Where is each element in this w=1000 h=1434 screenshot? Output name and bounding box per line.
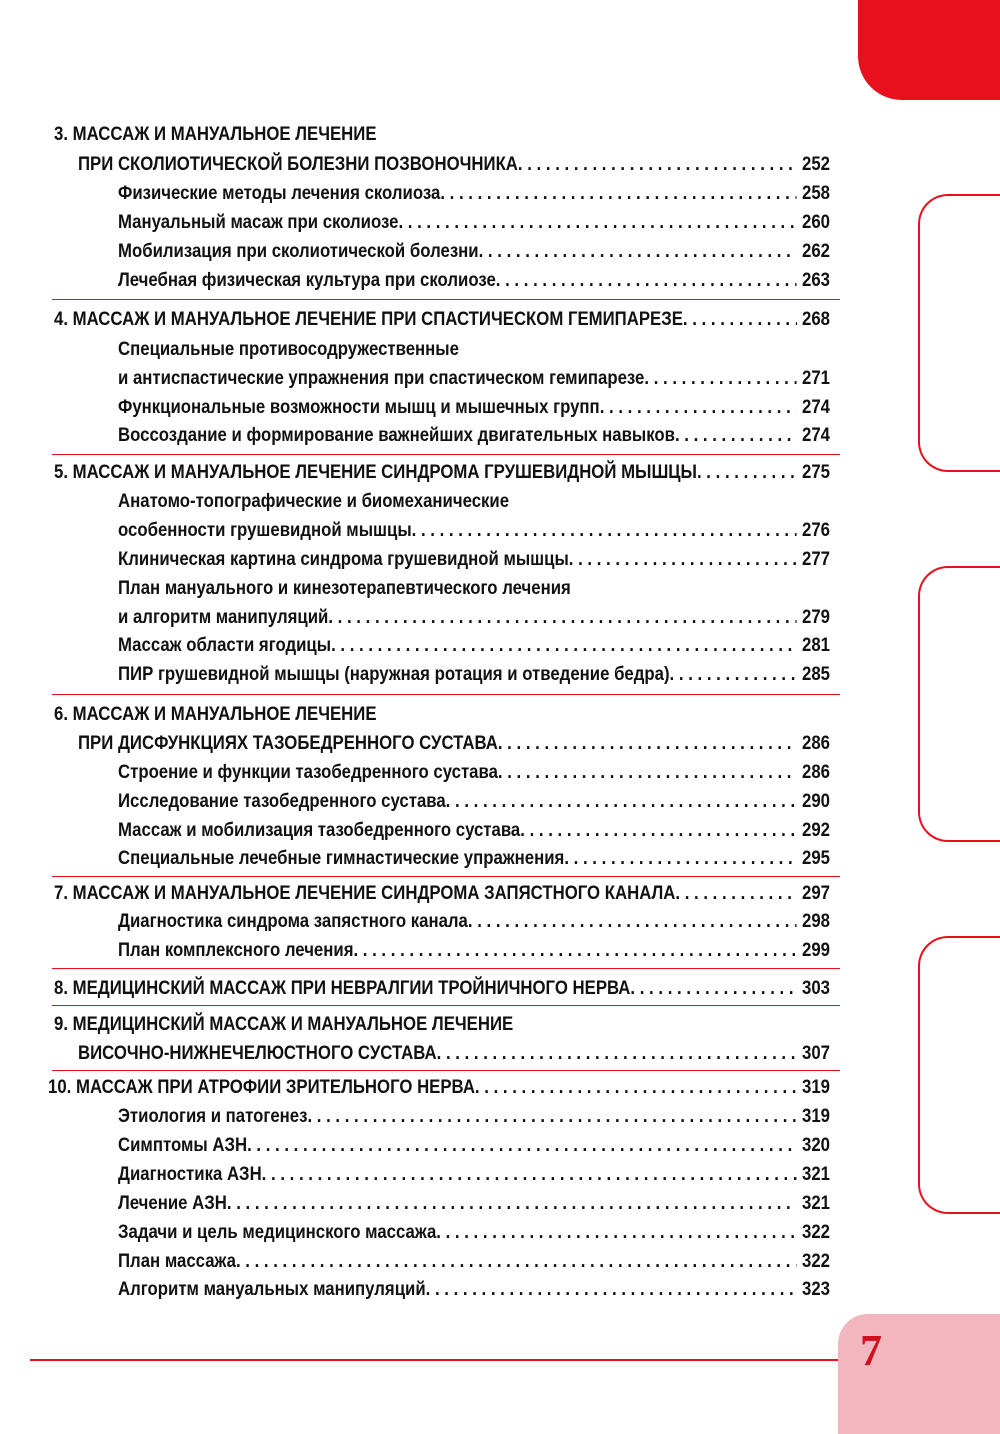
toc-entry-text: Симптомы АЗН [118,1134,248,1156]
dot-leader [247,1131,797,1159]
toc-entry-line1: План мануального и кинезотерапевтического лечения [118,577,571,599]
toc-entry[interactable] [118,1160,830,1188]
dot-leader [262,1160,797,1188]
toc-entry-page: 319 [802,1105,830,1127]
dot-leader [426,1275,797,1303]
dot-leader [630,974,796,1002]
toc-entry-text: Этиология и патогенез [118,1105,308,1127]
toc-entry-page: 271 [802,367,830,389]
toc-entry[interactable] [118,1275,830,1303]
dot-leader [675,879,796,907]
dot-leader [518,150,797,178]
toc-entry-text: Специальные лечебные гимнастические упражнения [118,847,565,869]
toc-entry-line1: Специальные противосодружественные [118,338,459,360]
toc-entry-text: и антиспастические упражнения при спастическом гемипарезе [118,367,645,389]
section-8-page: 303 [801,977,830,999]
section-divider [52,694,840,695]
section-10-page: 319 [802,1076,830,1098]
section-10-heading[interactable] [48,1073,830,1101]
toc-entry-text: Функциональные возможности мышц и мышечных групп [118,396,600,418]
toc-entry-page: 321 [802,1163,830,1185]
section-9-page: 307 [801,1042,830,1064]
toc-entry-line1: Анатомо-топографические и биомеханические [118,490,510,512]
toc-entry[interactable] [118,421,830,449]
dot-leader [437,1039,797,1067]
section-10-heading-text: 10. МАССАЖ ПРИ АТРОФИИ ЗРИТЕЛЬНОГО НЕРВА [48,1076,475,1098]
toc-entry[interactable] [118,787,830,815]
toc-entry-text: Строение и функции тазобедренного сустава [118,761,498,783]
toc-entry-page: 285 [802,663,830,685]
toc-entry-text: Массаж и мобилизация тазобедренного сустава [118,819,521,841]
toc-entry-text: План массажа [118,1250,236,1272]
section-3-heading[interactable] [78,150,830,178]
section-5-page: 275 [801,461,830,483]
section-6-page: 286 [801,732,830,754]
section-divider [52,299,840,300]
toc-entry-page: 277 [802,548,830,570]
section-9-heading-text: ВИСОЧНО-НИЖНЕЧЕЛЮСТНОГО СУСТАВА [78,1042,437,1064]
toc-entry[interactable] [118,179,830,207]
dot-leader [697,458,797,486]
section-3-heading-line1: 3. МАССАЖ И МАНУАЛЬНОЕ ЛЕЧЕНИЕ [54,123,377,145]
dot-leader [436,1218,797,1246]
toc-entry-text: Алгоритм мануальных манипуляций [118,1278,426,1300]
toc-entry-text: План комплексного лечения [118,939,354,961]
toc-entry-text: Задачи и цель медицинского массажа [118,1221,437,1243]
dot-leader [496,266,797,294]
dot-leader [564,844,796,872]
toc-entry-page: 263 [802,269,830,291]
toc-entry-page: 290 [802,790,830,812]
dot-leader [446,787,797,815]
toc-entry[interactable] [118,936,830,964]
toc-entry-page: 295 [802,847,830,869]
toc-entry[interactable] [118,907,830,935]
section-6-heading[interactable] [78,729,830,757]
section-3-page: 252 [801,153,830,175]
toc-entry-text: Мобилизация при сколиотической болезни [118,240,479,262]
dot-leader [479,237,797,265]
section-4-page: 268 [801,308,830,330]
toc-entry[interactable] [118,1247,830,1275]
toc-entry[interactable] [118,758,830,786]
dot-leader [675,421,797,449]
toc-entry[interactable] [118,1131,830,1159]
toc-entry[interactable] [118,1102,830,1130]
toc-entry-text: Диагностика синдрома запястного канала [118,910,468,932]
toc-entry-text: Физические методы лечения сколиоза [118,182,441,204]
toc-entry-page: 321 [802,1192,830,1214]
dot-leader [307,1102,796,1130]
section-8-heading[interactable] [54,974,830,1002]
toc-entry-page: 274 [802,396,830,418]
section-divider [52,876,840,877]
toc-entry-page: 320 [802,1134,830,1156]
dot-leader [600,393,797,421]
section-7-heading-text: 7. МАССАЖ И МАНУАЛЬНОЕ ЛЕЧЕНИЕ СИНДРОМА ЗАПЯСТНОГО КАНАЛА [54,882,676,904]
section-6-heading-line1: 6. МАССАЖ И МАНУАЛЬНОЕ ЛЕЧЕНИЕ [54,703,377,725]
toc-entry-page: 292 [802,819,830,841]
toc-entry[interactable] [118,237,830,265]
toc-entry-text: ПИР грушевидной мышцы (наружная ротация и отведение бедра) [118,663,670,685]
toc-entry[interactable] [118,266,830,294]
dot-leader [520,816,797,844]
toc-entry-text: Лечебная физическая культура при сколиозе [118,269,496,291]
section-4-heading-text: 4. МАССАЖ И МАНУАЛЬНОЕ ЛЕЧЕНИЕ ПРИ СПАСТИЧЕСКОМ ГЕМИПАРЕЗЕ [54,308,683,330]
section-divider [52,1070,840,1071]
dot-leader [236,1247,797,1275]
toc-entry-page: 299 [802,939,830,961]
toc-entry-text: и алгоритм манипуляций [118,606,329,628]
toc-entry-page: 276 [802,519,830,541]
dot-leader [398,208,796,236]
toc-entry-text: Исследование тазобедренного сустава [118,790,446,812]
dot-leader [353,936,796,964]
dot-leader [498,729,797,757]
dot-leader [412,516,797,544]
section-7-heading[interactable] [54,879,830,907]
toc-entry-page: 323 [802,1278,830,1300]
toc-entry[interactable] [118,603,830,631]
section-9-heading[interactable] [78,1039,830,1067]
page-number: 7 [860,1326,882,1375]
dot-leader [440,179,797,207]
toc-entry-page: 298 [802,910,830,932]
dot-leader [468,907,797,935]
section-9-heading-line1: 9. МЕДИЦИНСКИЙ МАССАЖ И МАНУАЛЬНОЕ ЛЕЧЕНИЕ [54,1013,514,1035]
dot-leader [569,545,797,573]
section-4-heading[interactable] [54,305,830,333]
section-divider [52,968,840,969]
section-5-heading-text: 5. МАССАЖ И МАНУАЛЬНОЕ ЛЕЧЕНИЕ СИНДРОМА ГРУШЕВИДНОЙ МЫШЦЫ [54,461,697,483]
dot-leader [328,603,796,631]
toc-entry-page: 286 [802,761,830,783]
toc-entry[interactable] [118,208,830,236]
dot-leader [683,305,797,333]
toc-entry-text: Воссоздание и формирование важнейших двигательных навыков [118,424,675,446]
toc-entry-text: особенности грушевидной мышцы [118,519,412,541]
section-3-heading-text: ПРИ СКОЛИОТИЧЕСКОЙ БОЛЕЗНИ ПОЗВОНОЧНИКА [78,153,518,175]
toc-entry-text: Диагностика АЗН [118,1163,262,1185]
dot-leader [475,1073,797,1101]
toc-entry[interactable] [118,516,830,544]
section-5-heading[interactable] [54,458,830,486]
toc-entry[interactable] [118,545,830,573]
dot-leader [644,364,796,392]
toc-entry[interactable] [118,393,830,421]
dot-leader [670,660,797,688]
toc-entry-page: 279 [802,606,830,628]
toc-entry-page: 322 [802,1221,830,1243]
toc-entry[interactable] [118,844,830,872]
section-divider [52,1005,840,1006]
toc-entry[interactable] [118,1189,830,1217]
toc-entry-text: Клиническая картина синдрома грушевидной мышцы [118,548,569,570]
dot-leader [331,631,797,659]
toc-entry[interactable] [118,1218,830,1246]
toc-entry-page: 260 [802,211,830,233]
toc-entry-page: 258 [802,182,830,204]
section-7-page: 297 [801,882,830,904]
toc-entry[interactable] [118,631,830,659]
toc-entry-text: Мануальный масаж при сколиозе [118,211,399,233]
section-divider [52,454,840,455]
toc-entry-page: 274 [802,424,830,446]
dot-leader [227,1189,797,1217]
toc-entry[interactable] [118,816,830,844]
toc-entry[interactable] [118,364,830,392]
toc-entry-page: 281 [802,634,830,656]
toc-entry-text: Массаж области ягодицы [118,634,332,656]
toc-entry-page: 262 [802,240,830,262]
section-8-heading-text: 8. МЕДИЦИНСКИЙ МАССАЖ ПРИ НЕВРАЛГИИ ТРОЙНИЧНОГО НЕРВА [54,977,631,999]
toc-entry-page: 322 [802,1250,830,1272]
section-6-heading-text: ПРИ ДИСФУНКЦИЯХ ТАЗОБЕДРЕННОГО СУСТАВА [78,732,498,754]
toc-entry[interactable] [118,660,830,688]
footer-rule [30,1359,850,1361]
dot-leader [498,758,797,786]
toc-entry-text: Лечение АЗН [118,1192,227,1214]
